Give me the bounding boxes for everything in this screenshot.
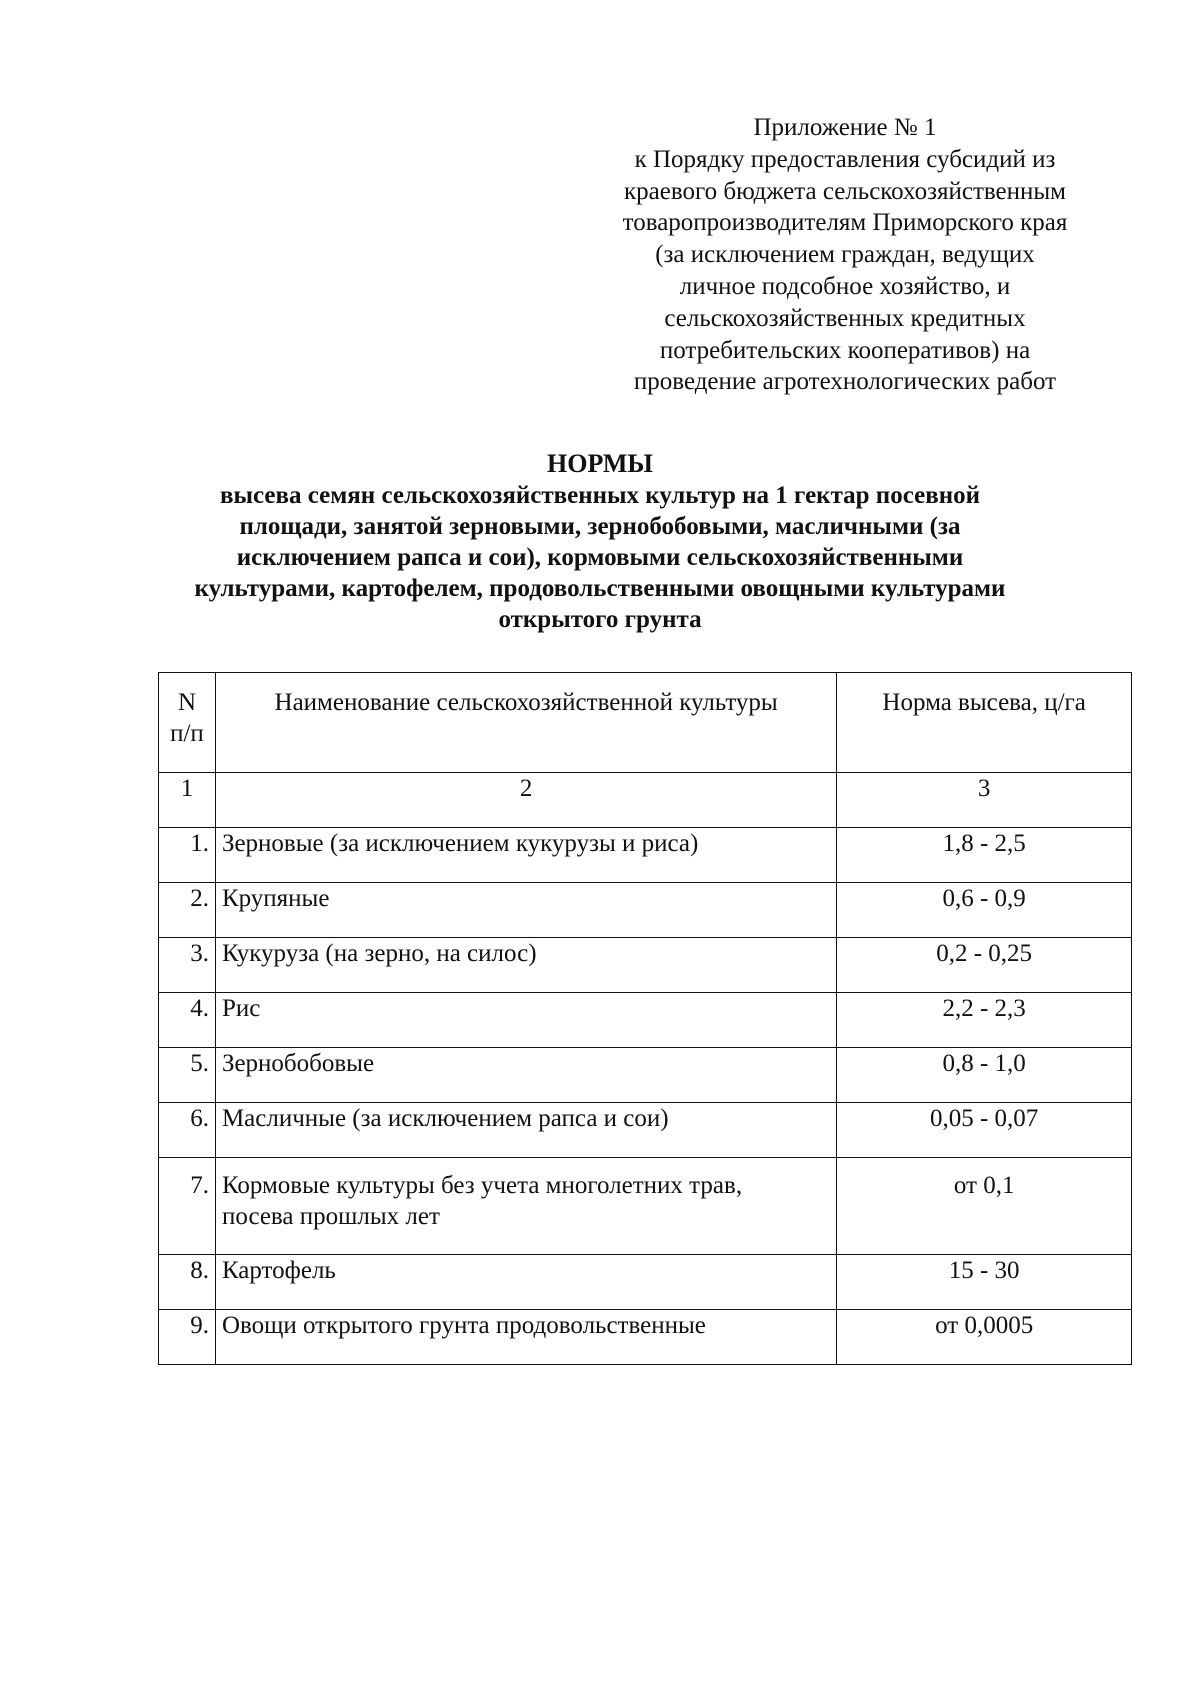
row-seeding-rate: 2,2 - 2,3 bbox=[837, 993, 1132, 1048]
subtitle-line: культурами, картофелем, продовольственными овощными культурами bbox=[194, 575, 1006, 602]
row-seeding-rate: 15 - 30 bbox=[837, 1255, 1132, 1310]
document-title: НОРМЫ bbox=[547, 449, 653, 478]
header-number bbox=[159, 673, 216, 773]
row-number: 4. bbox=[159, 993, 216, 1048]
appendix-line: проведение агротехнологических работ bbox=[633, 368, 1057, 396]
seeding-norms-table bbox=[158, 672, 1132, 1365]
appendix-line: сельскохозяйственных кредитных bbox=[664, 304, 1026, 332]
appendix-reference-block bbox=[590, 112, 1100, 398]
column-number-cell: 3 bbox=[837, 773, 1132, 828]
row-seeding-rate: 0,8 - 1,0 bbox=[837, 1048, 1132, 1103]
row-crop-name: Кукуруза (на зерно, на силос) bbox=[215, 938, 836, 993]
document-heading bbox=[150, 448, 1050, 635]
row-crop-name: Зернобобовые bbox=[215, 1048, 836, 1103]
header-number-line2: п/п bbox=[170, 720, 204, 747]
row-crop-name: Масличные (за исключением рапса и сои) bbox=[215, 1103, 836, 1158]
subtitle-line: высева семян сельскохозяйственных культур на 1 гектар посевной bbox=[219, 482, 981, 509]
row-crop-name bbox=[215, 1158, 836, 1255]
column-number-row bbox=[159, 773, 1132, 828]
appendix-line: личное подсобное хозяйство, и bbox=[679, 272, 1011, 300]
row-crop-name-line1: Кормовые культуры без учета многолетних трав, bbox=[221, 1172, 743, 1199]
row-number: 5. bbox=[159, 1048, 216, 1103]
table-row bbox=[159, 1310, 1132, 1365]
row-crop-name: Крупяные bbox=[215, 883, 836, 938]
header-seeding-rate: Норма высева, ц/га bbox=[837, 673, 1132, 773]
row-seeding-rate: 0,2 - 0,25 bbox=[837, 938, 1132, 993]
row-number: 8. bbox=[159, 1255, 216, 1310]
row-number: 9. bbox=[159, 1310, 216, 1365]
row-seeding-rate: 0,6 - 0,9 bbox=[837, 883, 1132, 938]
row-number: 2. bbox=[159, 883, 216, 938]
row-number: 1. bbox=[159, 828, 216, 883]
table-row bbox=[159, 883, 1132, 938]
table-row bbox=[159, 938, 1132, 993]
table-row bbox=[159, 828, 1132, 883]
appendix-line: товаропроизводителям Приморского края bbox=[622, 209, 1068, 237]
appendix-line: (за исключением граждан, ведущих bbox=[655, 241, 1035, 269]
column-number-cell: 1 bbox=[159, 773, 216, 828]
row-number: 7. bbox=[159, 1158, 216, 1255]
appendix-line: к Порядку предоставления субсидий из bbox=[634, 145, 1056, 173]
row-number: 3. bbox=[159, 938, 216, 993]
row-number: 6. bbox=[159, 1103, 216, 1158]
table-row bbox=[159, 1103, 1132, 1158]
appendix-line: Приложение № 1 bbox=[753, 114, 937, 141]
table-row bbox=[159, 993, 1132, 1048]
row-crop-name: Овощи открытого грунта продовольственные bbox=[215, 1310, 836, 1365]
row-seeding-rate: от 0,0005 bbox=[837, 1310, 1132, 1365]
document-subtitle bbox=[150, 480, 1050, 635]
column-number-cell: 2 bbox=[215, 773, 836, 828]
table-header-row bbox=[159, 673, 1132, 773]
subtitle-line: исключением рапса и сои), кормовыми сельскохозяйственными bbox=[236, 544, 964, 571]
row-seeding-rate: от 0,1 bbox=[837, 1158, 1132, 1255]
appendix-line: потребительских кооперативов) на bbox=[659, 336, 1031, 364]
header-number-line1: N bbox=[177, 689, 196, 716]
appendix-line: краевого бюджета сельскохозяйственным bbox=[624, 177, 1066, 205]
row-seeding-rate: 1,8 - 2,5 bbox=[837, 828, 1132, 883]
table-row bbox=[159, 1048, 1132, 1103]
row-crop-name-line2: посева прошлых лет bbox=[221, 1203, 440, 1230]
subtitle-line: площади, занятой зерновыми, зернобобовыми, масличными (за bbox=[239, 513, 961, 540]
table-row bbox=[159, 1255, 1132, 1310]
row-seeding-rate: 0,05 - 0,07 bbox=[837, 1103, 1132, 1158]
header-crop-name: Наименование сельскохозяйственной культуры bbox=[215, 673, 836, 773]
row-crop-name: Рис bbox=[215, 993, 836, 1048]
row-crop-name: Зерновые (за исключением кукурузы и риса) bbox=[215, 828, 836, 883]
subtitle-line: открытого грунта bbox=[498, 606, 702, 633]
row-crop-name: Картофель bbox=[215, 1255, 836, 1310]
table-row bbox=[159, 1158, 1132, 1255]
